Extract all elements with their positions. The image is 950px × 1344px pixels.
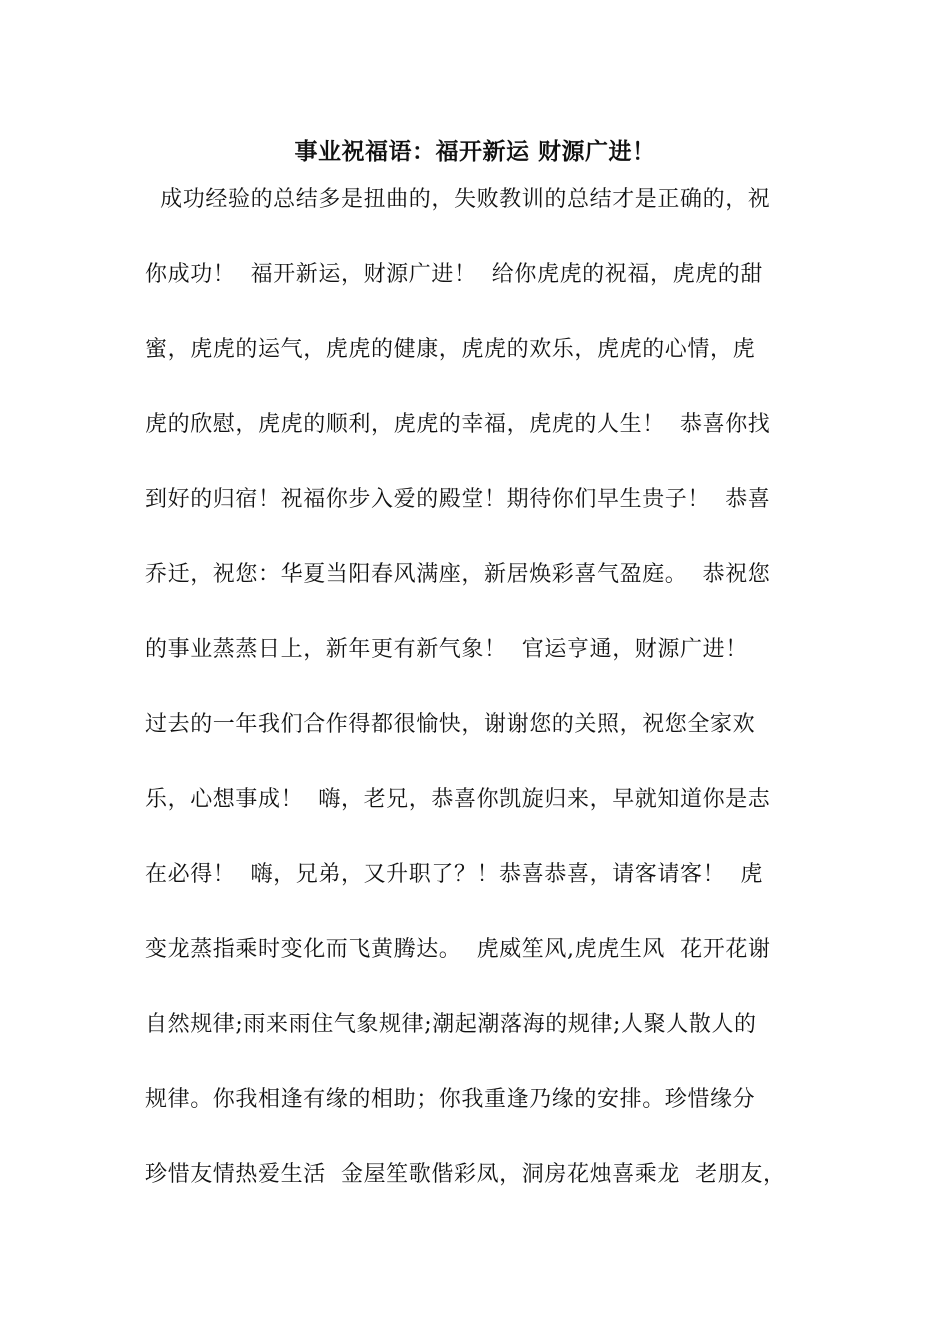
text-line: 规律。你我相逢有缘的相助；你我重逢乃缘的安排。珍惜缘分 [145,1087,756,1112]
document-body [145,180,835,1230]
text-line: 成功经验的总结多是扭曲的，失败教训的总结才是正确的，祝 [145,187,771,212]
text-line: 变龙蒸指乘时变化而飞黄腾达。 虎威笙风,虎虎生风 花开花谢 [145,937,771,962]
text-line: 你成功！ 福开新运，财源广进！ 给你虎虎的祝福，虎虎的甜 [145,262,763,287]
text-line: 在必得！ 嗨，兄弟，又升职了？！恭喜恭喜，请客请客！ 虎 [145,862,763,887]
document-title: 事业祝福语：福开新运 财源广进！ [294,138,656,165]
text-line: 的事业蒸蒸日上，新年更有新气象！ 官运亨通，财源广进！ [145,637,748,662]
text-line: 乐，心想事成！ 嗨，老兄，恭喜你凯旋归来，早就知道你是志 [145,787,771,812]
text-line: 乔迁，祝您：华夏当阳春风满座，新居焕彩喜气盈庭。 恭祝您 [145,562,771,587]
text-line: 蜜，虎虎的运气，虎虎的健康，虎虎的欢乐，虎虎的心情，虎 [145,337,756,362]
text-line: 到好的归宿！祝福你步入爱的殿堂！期待你们早生贵子！ 恭喜 [145,487,771,512]
text-line: 自然规律;雨来雨住气象规律;潮起潮落海的规律;人聚人散人的 [145,1012,757,1037]
text-line: 虎的欣慰，虎虎的顺利，虎虎的幸福，虎虎的人生！ 恭喜你找 [145,412,771,437]
text-line: 过去的一年我们合作得都很愉快，谢谢您的关照，祝您全家欢 [145,712,756,737]
text-line: 珍惜友情热爱生活 金屋笙歌偕彩凤，洞房花烛喜乘龙 老朋友， [145,1162,786,1187]
